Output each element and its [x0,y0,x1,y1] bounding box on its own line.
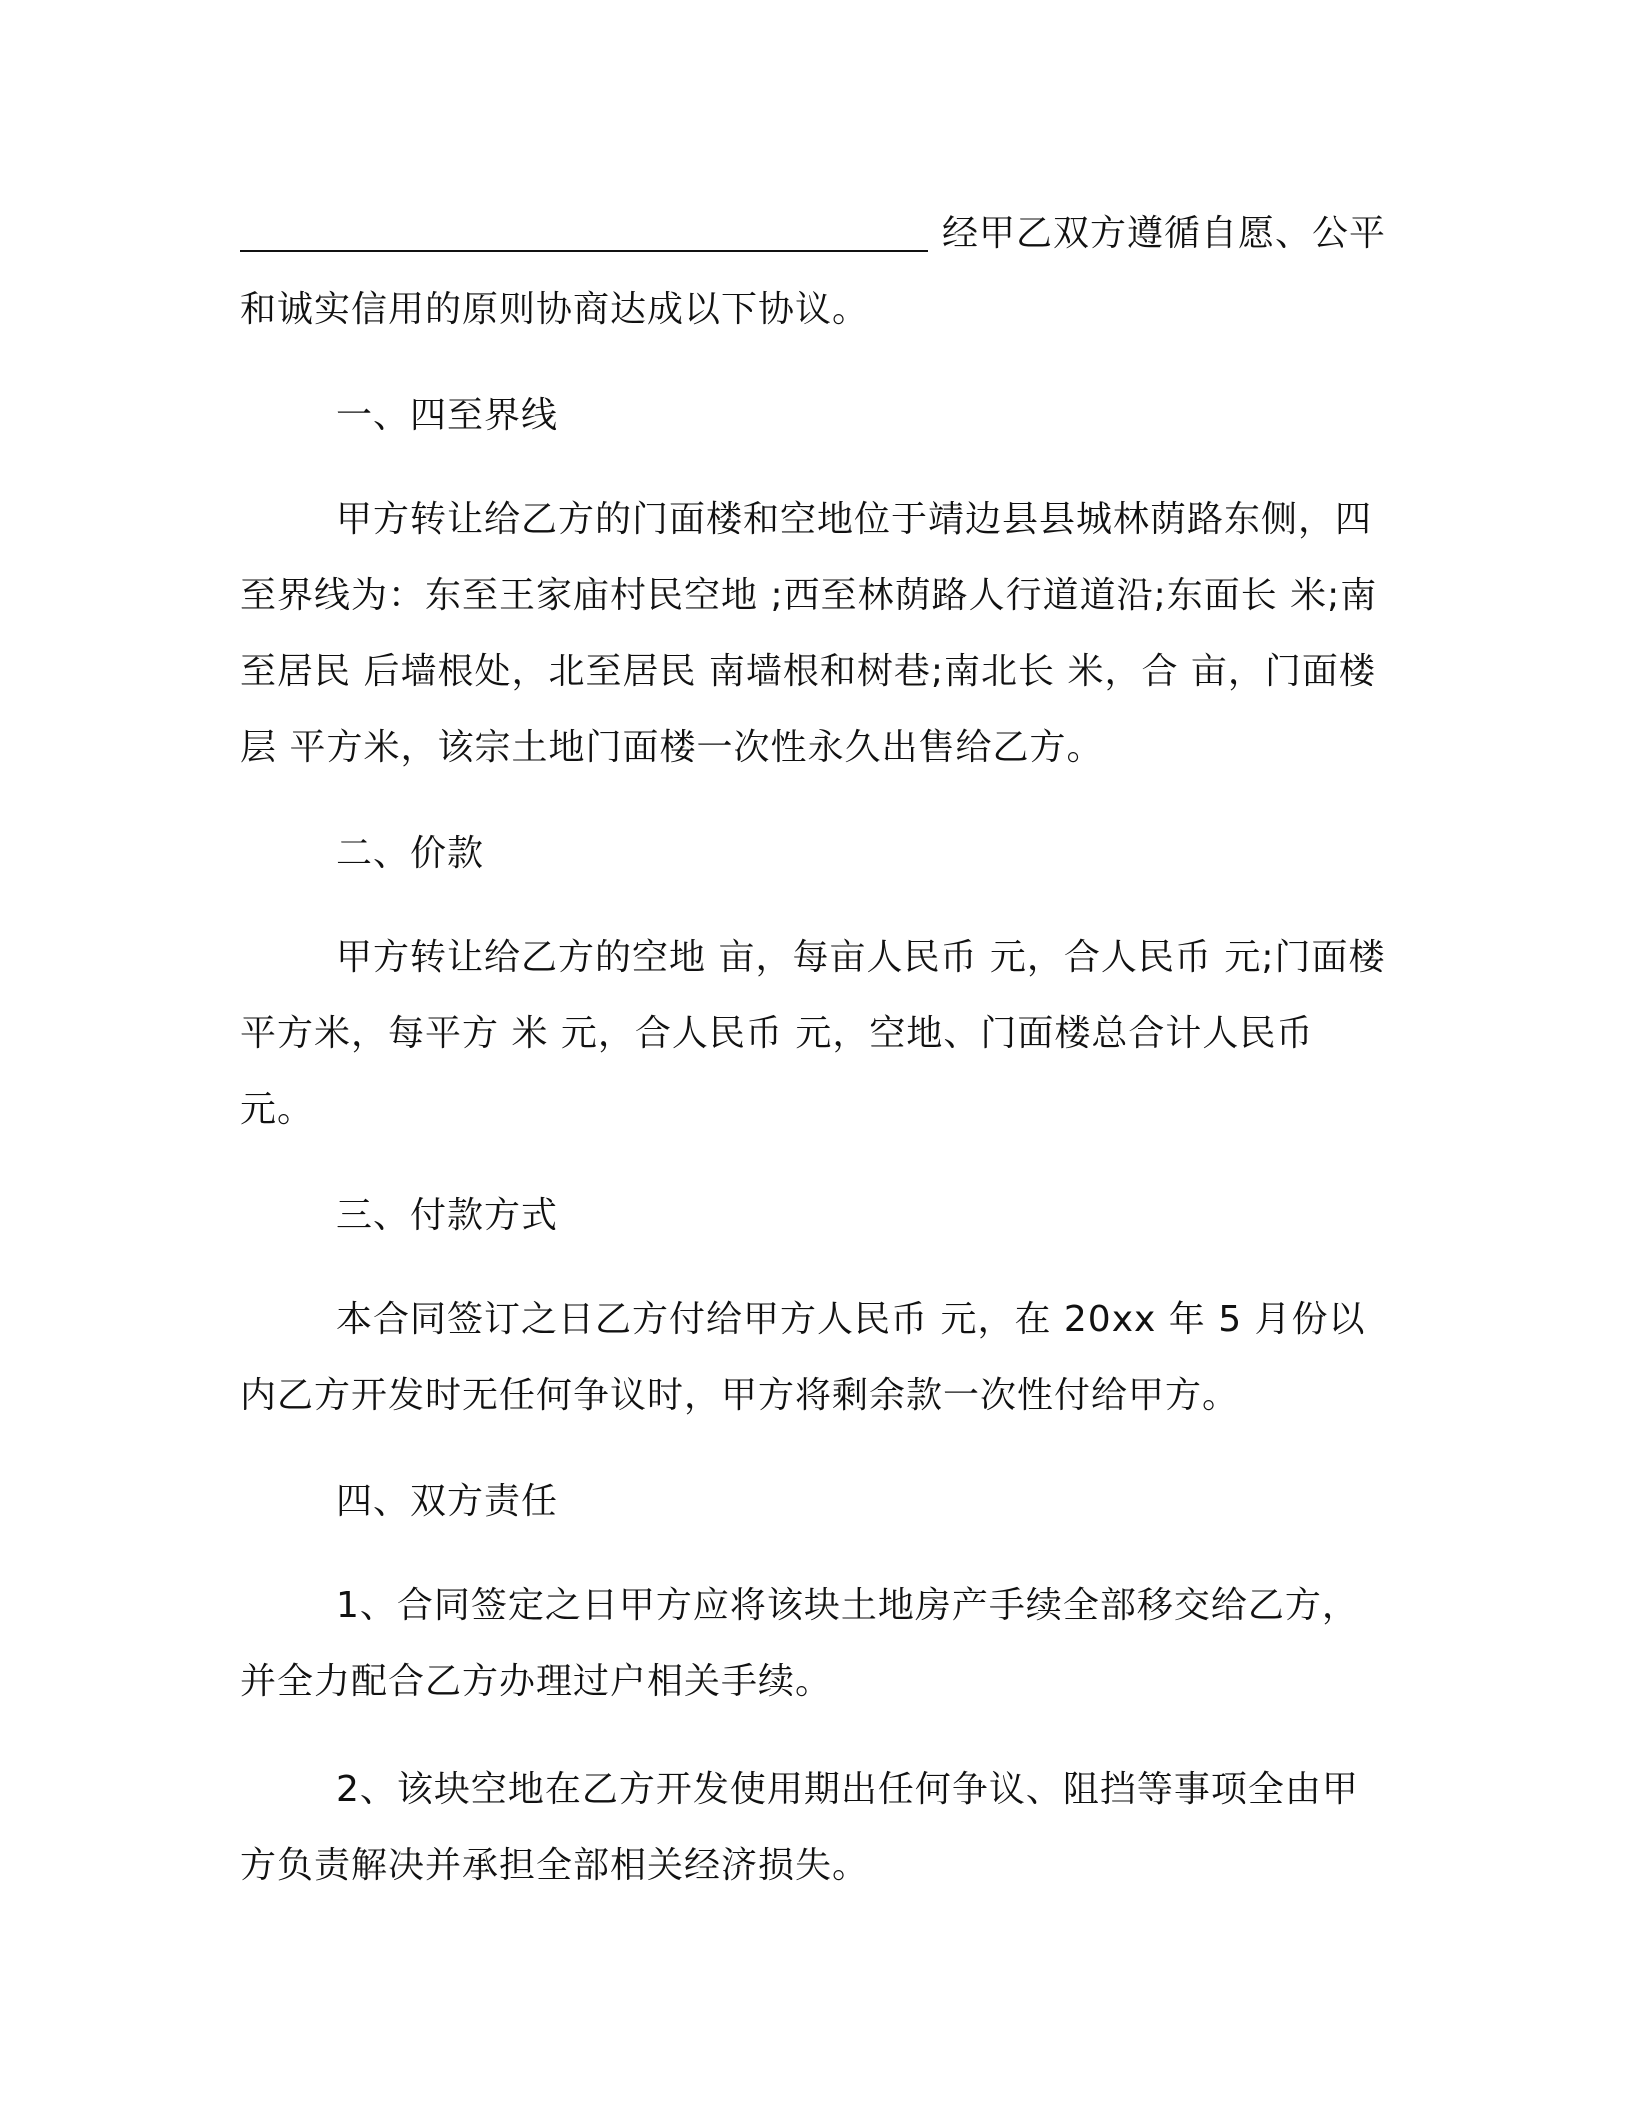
fill-in-blank-line [240,250,928,252]
responsibility-item-2: 2、该块空地在乙方开发使用期出任何争议、阻挡等事项全由甲方负责解决并承担全部相关经济损失。 [240,1769,1359,1886]
document-body [240,196,1390,1904]
responsibility-item-1: 1、合同签定之日甲方应将该块土地房产手续全部移交给乙方，并全力配合乙方办理过户相关手续。 [240,1585,1359,1702]
section-body-payment: 本合同签订之日乙方付给甲方人民币 元，在 20xx 年 5 月份以内乙方开发时无任何争议时，甲方将剩余款一次性付给甲方。 [240,1299,1366,1416]
section-body-boundaries: 甲方转让给乙方的门面楼和空地位于靖边县县城林荫路东侧，四至界线为：东至王家庙村民空地 ;西至林荫路人行道道沿;东面长 米;南至居民 后墙根处，北至居民 南墙根和树巷;南北长 米，合 亩，门面楼 层 平方米，该宗土地门面楼一次性永久出售给乙方。 [240,499,1378,768]
section-heading-payment: 三、付款方式 [336,1195,559,1236]
opening-text-1: 经甲乙双方遵循自愿、公平 [942,213,1387,254]
section-heading-price: 二、价款 [336,833,485,874]
opening-line-1 [240,196,1390,272]
section-heading-responsibilities: 四、双方责任 [336,1481,559,1522]
opening-line-2: 和诚实信用的原则协商达成以下协议。 [240,289,870,330]
section-body-price: 甲方转让给乙方的空地 亩，每亩人民币 元，合人民币 元;门面楼 平方米，每平方 米 元，合人民币 元，空地、门面楼总合计人民币 元。 [240,937,1386,1130]
section-heading-boundaries: 一、四至界线 [336,395,559,436]
